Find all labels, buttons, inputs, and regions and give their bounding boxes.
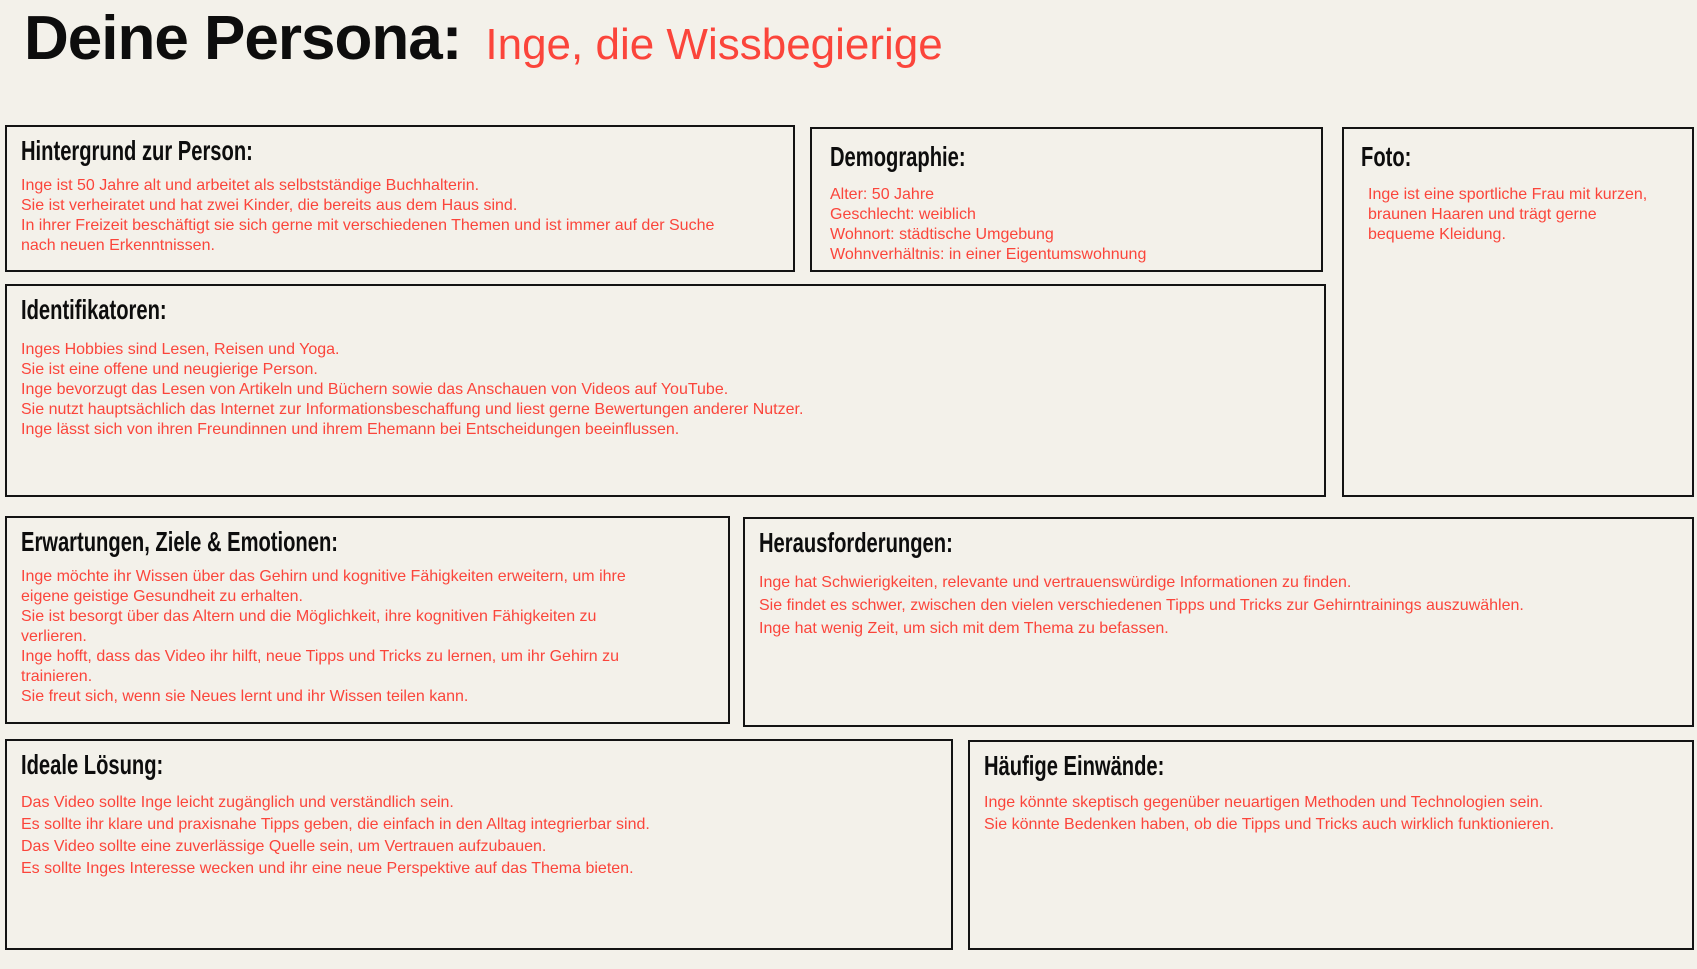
foto-title: Foto: — [1361, 141, 1412, 172]
text-line: Wohnort: städtische Umgebung — [830, 226, 1054, 244]
haeufige-einwaende-box — [968, 740, 1694, 950]
haeufige-einwaende-title: Häufige Einwände: — [984, 750, 1165, 781]
text-line: Inge bevorzugt das Lesen von Artikeln und Büchern sowie das Anschauen von Videos auf YouTube. — [21, 381, 729, 399]
ideale-loesung-text — [21, 792, 937, 880]
text-line: verlieren. — [21, 628, 87, 646]
text-line: Sie nutzt hauptsächlich das Internet zur Informationsbeschaffung und liest gerne Bewertungen anderer Nutzer. — [21, 401, 804, 419]
haeufige-einwaende-text — [984, 792, 1678, 836]
herausforderungen-text — [759, 571, 1678, 640]
text-line: trainieren. — [21, 668, 93, 686]
identifikatoren-box — [5, 284, 1326, 497]
demographie-text — [830, 185, 1307, 265]
text-line: Es sollte ihr klare und praxisnahe Tipps geben, die einfach in den Alltag integrierbar sind. — [21, 816, 650, 834]
demographie-box — [810, 127, 1323, 272]
erwartungen-ziele-emotionen-box — [5, 516, 730, 724]
erwartungen-text — [21, 567, 714, 707]
text-line: Das Video sollte eine zuverlässige Quelle sein, um Vertrauen aufzubauen. — [21, 838, 547, 856]
text-line: braunen Haaren und trägt gerne — [1368, 206, 1597, 224]
text-line: Inge könnte skeptisch gegenüber neuartigen Methoden und Technologien sein. — [984, 794, 1544, 812]
text-line: Geschlecht: weiblich — [830, 206, 976, 224]
herausforderungen-box — [743, 517, 1694, 727]
identifikatoren-text — [21, 340, 1310, 440]
text-line: Inge ist eine sportliche Frau mit kurzen, — [1368, 186, 1648, 204]
text-line: Inge lässt sich von ihren Freundinnen und ihrem Ehemann bei Entscheidungen beeinflussen. — [21, 421, 680, 439]
hintergrund-title: Hintergrund zur Person: — [21, 135, 253, 166]
text-line: Inge hofft, dass das Video ihr hilft, neue Tipps und Tricks zu lernen, um ihr Gehirn zu — [21, 648, 619, 666]
hintergrund-text — [21, 176, 779, 256]
demographie-title: Demographie: — [830, 141, 966, 172]
text-line: Sie ist verheiratet und hat zwei Kinder, die bereits aus dem Haus sind. — [21, 197, 518, 215]
persona-name: Inge, die Wissbegierige — [485, 20, 943, 69]
herausforderungen-title: Herausforderungen: — [759, 527, 953, 558]
page-title — [24, 4, 943, 73]
foto-text — [1361, 185, 1678, 245]
text-line: Sie ist eine offene und neugierige Person. — [21, 361, 318, 379]
text-line: Inges Hobbies sind Lesen, Reisen und Yoga. — [21, 341, 340, 359]
text-line: Wohnverhältnis: in einer Eigentumswohnung — [830, 246, 1147, 264]
text-line: nach neuen Erkenntnissen. — [21, 237, 215, 255]
text-line: Inge hat Schwierigkeiten, relevante und vertrauenswürdige Informationen zu finden. — [759, 574, 1352, 592]
text-line: Inge ist 50 Jahre alt und arbeitet als selbstständige Buchhalterin. — [21, 177, 480, 195]
text-line: Sie ist besorgt über das Altern und die Möglichkeit, ihre kognitiven Fähigkeiten zu — [21, 608, 597, 626]
hintergrund-box — [5, 125, 795, 272]
foto-box — [1342, 127, 1694, 497]
text-line: Es sollte Inges Interesse wecken und ihr eine neue Perspektive auf das Thema bieten. — [21, 860, 634, 878]
ideale-loesung-box — [5, 739, 953, 950]
text-line: bequeme Kleidung. — [1368, 226, 1506, 244]
erwartungen-title: Erwartungen, Ziele & Emotionen: — [21, 526, 338, 557]
text-line: Alter: 50 Jahre — [830, 186, 935, 204]
text-line: Inge hat wenig Zeit, um sich mit dem Thema zu befassen. — [759, 620, 1169, 638]
text-line: Sie könnte Bedenken haben, ob die Tipps und Tricks auch wirklich funktionieren. — [984, 816, 1555, 834]
text-line: Das Video sollte Inge leicht zugänglich und verständlich sein. — [21, 794, 454, 812]
text-line: In ihrer Freizeit beschäftigt sie sich gerne mit verschiedenen Themen und ist immer auf der Suche — [21, 217, 715, 235]
text-line: Sie freut sich, wenn sie Neues lernt und ihr Wissen teilen kann. — [21, 688, 469, 706]
text-line: Sie findet es schwer, zwischen den vielen verschiedenen Tipps und Tricks zur Gehirntrainings auszuwählen. — [759, 597, 1524, 615]
page-title-label: Deine Persona: — [24, 4, 462, 73]
text-line: eigene geistige Gesundheit zu erhalten. — [21, 588, 303, 606]
text-line: Inge möchte ihr Wissen über das Gehirn und kognitive Fähigkeiten erweitern, um ihre — [21, 568, 626, 586]
ideale-loesung-title: Ideale Lösung: — [21, 749, 164, 780]
identifikatoren-title: Identifikatoren: — [21, 294, 167, 325]
